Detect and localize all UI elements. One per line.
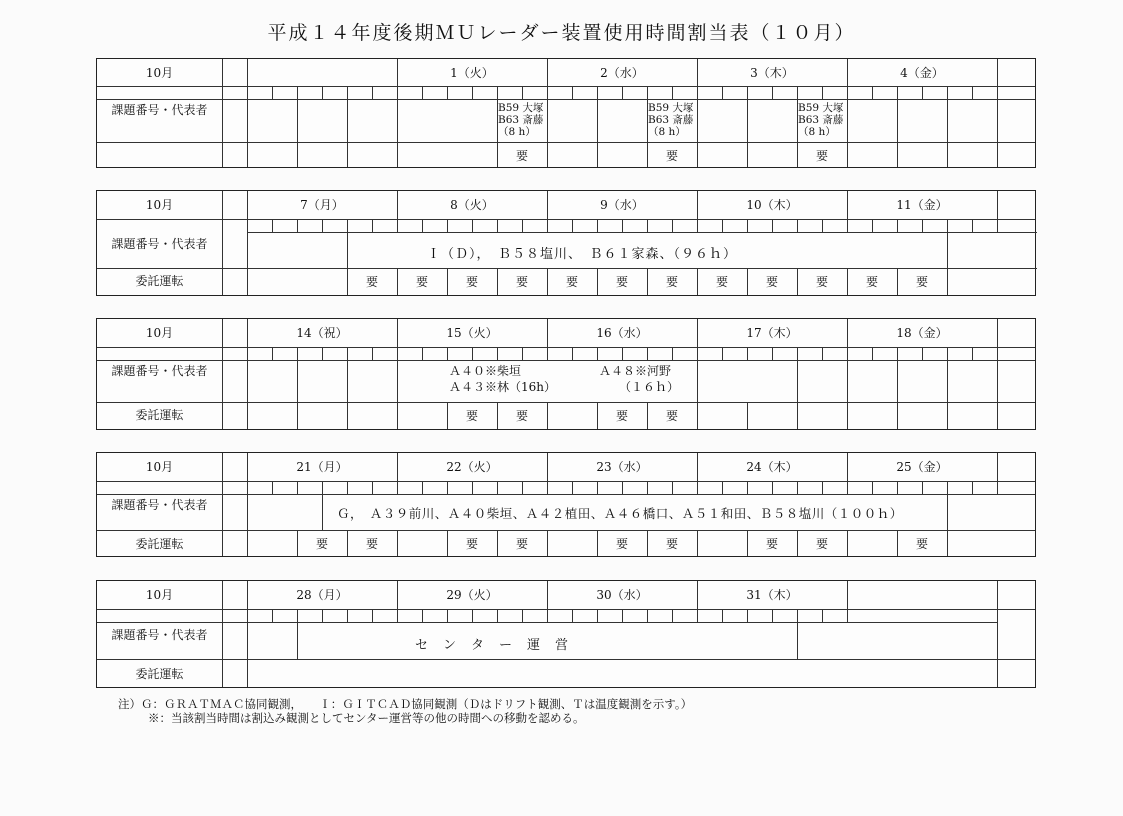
request-mark: 要 [765,537,778,551]
allocation-banner: Ｉ（Ｄ）， Ｂ５８塩川、 Ｂ６１家森、（９６ｈ） [427,247,738,262]
day-header: 7（月） [300,198,344,212]
footnotes [118,697,692,725]
week-4-schedule [96,452,1036,557]
day-header: 14（祝） [296,326,348,340]
request-mark: 要 [515,275,528,289]
footnote-legend: 注）Ｇ：ＧＲＡＴＭＡＣ協同観測， Ｉ：ＧＩＴＣＡＤ協同観測（Ｄはドリフト観測、Ｔは温度観測を示す。） [118,697,693,711]
day-header: 21（月） [296,460,348,474]
assignment-row-label: 課題番号・代表者 [111,237,208,251]
day-header: 9（水） [600,198,644,212]
week-3-schedule [96,318,1036,430]
day-header: 24（木） [746,460,798,474]
allocation-banner: セ ン タ ー 運 営 [415,638,570,653]
request-mark: 要 [365,275,378,289]
request-mark: 要 [465,537,478,551]
request-mark: 要 [665,409,678,423]
week-2-schedule [96,190,1036,296]
request-mark: 要 [515,149,528,163]
week-5-schedule [96,580,1036,688]
day-header: 25（金） [896,460,948,474]
request-mark: 要 [315,537,328,551]
day-header: 28（月） [296,588,348,602]
footnote-interrupt: ※：当該割当時間は割込み観測としてセンター運営等の他の時間への移動を認める。 [148,711,585,725]
allocation-entry-line: B63 斎藤 [798,114,844,126]
request-mark: 要 [815,149,828,163]
request-mark: 要 [365,537,378,551]
allocation-banner: Ｇ， Ａ３９前川、Ａ４０柴垣、Ａ４２植田、Ａ４６橋口、Ａ５１和田、Ｂ５８塩川（１００ｈ） [337,506,903,521]
assignment-row-label: 課題番号・代表者 [111,498,208,512]
day-header: 22（火） [446,460,498,474]
allocation-entry-line: （１６ｈ） [619,380,680,394]
request-mark: 要 [515,537,528,551]
allocation-entry-line: （8 h） [648,126,686,138]
request-mark: 要 [815,275,828,289]
day-header: 4（金） [900,66,944,80]
request-mark: 要 [465,409,478,423]
allocation-entry-line: B59 大塚 [498,102,544,114]
request-mark: 要 [665,275,678,289]
day-header: 31（木） [746,588,798,602]
day-header: 11（金） [896,198,948,212]
day-header: 23（水） [596,460,648,474]
month-label: 10月 [145,198,174,212]
contract-row-label: 委託運転 [135,274,184,288]
day-header: 3（木） [750,66,794,80]
request-mark: 要 [765,275,778,289]
request-mark: 要 [715,275,728,289]
contract-row-label: 委託運転 [135,537,184,551]
assignment-row-label: 課題番号・代表者 [111,364,208,378]
allocation-entry-line: B59 大塚 [798,102,844,114]
request-mark: 要 [415,275,428,289]
contract-row-label: 委託運転 [135,408,184,422]
allocation-entry-line: （8 h） [798,126,836,138]
request-mark: 要 [865,275,878,289]
day-header: 1（火） [450,66,494,80]
allocation-entry-line: B63 斎藤 [498,114,544,126]
assignment-row-label: 課題番号・代表者 [111,628,208,642]
allocation-entry-line: Ａ４８※河野 [599,364,672,378]
request-mark: 要 [915,537,928,551]
month-label: 10月 [145,326,174,340]
request-mark: 要 [565,275,578,289]
day-header: 29（火） [446,588,498,602]
request-mark: 要 [915,275,928,289]
request-mark: 要 [665,149,678,163]
week-1-schedule [96,58,1036,168]
allocation-entry-line: Ａ４３※林（16h） [449,380,556,394]
day-header: 15（火） [446,326,498,340]
day-header: 30（水） [596,588,648,602]
request-mark: 要 [665,537,678,551]
contract-row-label: 委託運転 [135,667,184,681]
month-label: 10月 [145,460,174,474]
assignment-row-label: 課題番号・代表者 [111,103,208,117]
month-label: 10月 [145,588,174,602]
request-mark: 要 [815,537,828,551]
month-label: 10月 [145,66,174,80]
request-mark: 要 [615,275,628,289]
allocation-entry-line: B63 斎藤 [648,114,694,126]
allocation-entry-line: （8 h） [498,126,536,138]
request-mark: 要 [515,409,528,423]
day-header: 16（水） [596,326,648,340]
day-header: 8（火） [450,198,494,212]
day-header: 18（金） [896,326,948,340]
request-mark: 要 [615,409,628,423]
allocation-entry-line: B59 大塚 [648,102,694,114]
request-mark: 要 [615,537,628,551]
day-header: 10（木） [746,198,798,212]
page-title: 平成１４年度後期ＭＵレーダー装置使用時間割当表（１０月） [267,22,856,44]
day-header: 2（水） [600,66,644,80]
day-header: 17（木） [746,326,798,340]
allocation-entry-line: Ａ４０※柴垣 [449,364,522,378]
request-mark: 要 [465,275,478,289]
